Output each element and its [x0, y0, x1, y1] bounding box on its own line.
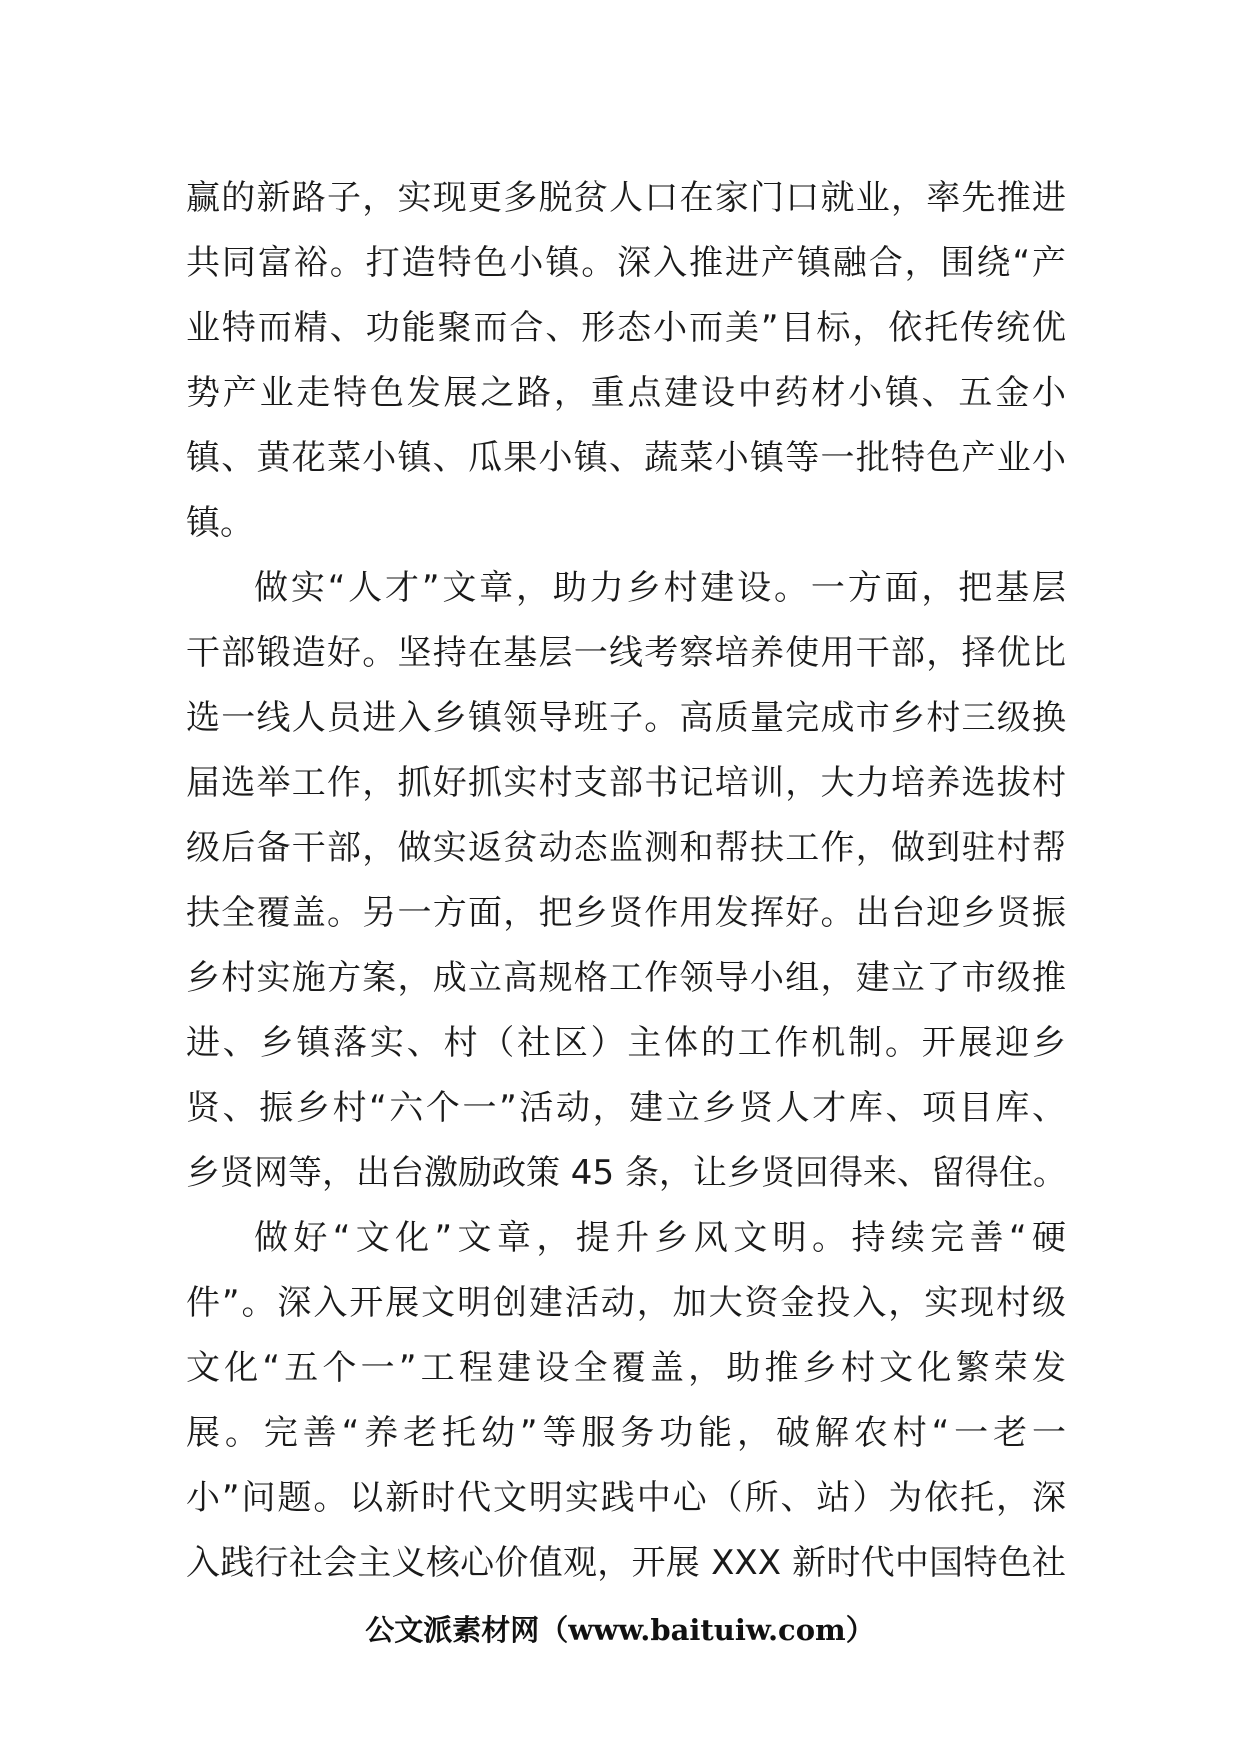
text-line: 镇、黄花菜小镇、瓜果小镇、蔬菜小镇等一批特色产业小 [186, 438, 1066, 478]
text-line: 赢的新路子，实现更多脱贫人口在家门口就业，率先推进 [186, 178, 1066, 218]
text-line: 贤、振乡村“六个一”活动，建立乡贤人才库、项目库、 [186, 1088, 1066, 1128]
text-line: 乡贤网等，出台激励政策 45 条，让乡贤回得来、留得住。 [186, 1153, 1067, 1193]
text-line: 届选举工作，抓好抓实村支部书记培训，大力培养选拔村 [186, 763, 1066, 803]
text-line: 入践行社会主义核心价值观，开展 XXX 新时代中国特色社 [186, 1543, 1066, 1583]
text-line: 展。完善“养老托幼”等服务功能，破解农村“一老一 [186, 1413, 1066, 1453]
text-line: 小”问题。以新时代文明实践中心（所、站）为依托，深 [186, 1478, 1066, 1518]
text-line: 乡村实施方案，成立高规格工作领导小组，建立了市级推 [186, 958, 1066, 998]
text-line: 文化“五个一”工程建设全覆盖，助推乡村文化繁荣发 [186, 1348, 1066, 1388]
text-line: 镇。 [186, 503, 254, 543]
text-line: 选一线人员进入乡镇领导班子。高质量完成市乡村三级换 [186, 698, 1066, 738]
footer-watermark-text: 公文派素材网（www.baituiw.com） [365, 1613, 875, 1647]
paragraph-start-line: 做实“人才”文章，助力乡村建设。一方面，把基层 [254, 568, 1066, 608]
paragraph-start-line: 做好“文化”文章，提升乡风文明。持续完善“硬 [254, 1218, 1066, 1258]
document-body [186, 166, 1066, 1596]
text-line: 干部锻造好。坚持在基层一线考察培养使用干部，择优比 [186, 633, 1066, 673]
text-line: 级后备干部，做实返贫动态监测和帮扶工作，做到驻村帮 [186, 828, 1066, 868]
text-line: 进、乡镇落实、村（社区）主体的工作机制。开展迎乡 [186, 1023, 1066, 1063]
text-line: 势产业走特色发展之路，重点建设中药材小镇、五金小 [186, 373, 1066, 413]
text-line: 件”。深入开展文明创建活动，加大资金投入，实现村级 [186, 1283, 1066, 1323]
text-line: 业特而精、功能聚而合、形态小而美”目标，依托传统优 [186, 308, 1066, 348]
text-line: 扶全覆盖。另一方面，把乡贤作用发挥好。出台迎乡贤振 [186, 893, 1066, 933]
text-line: 共同富裕。打造特色小镇。深入推进产镇融合，围绕“产 [186, 243, 1066, 283]
